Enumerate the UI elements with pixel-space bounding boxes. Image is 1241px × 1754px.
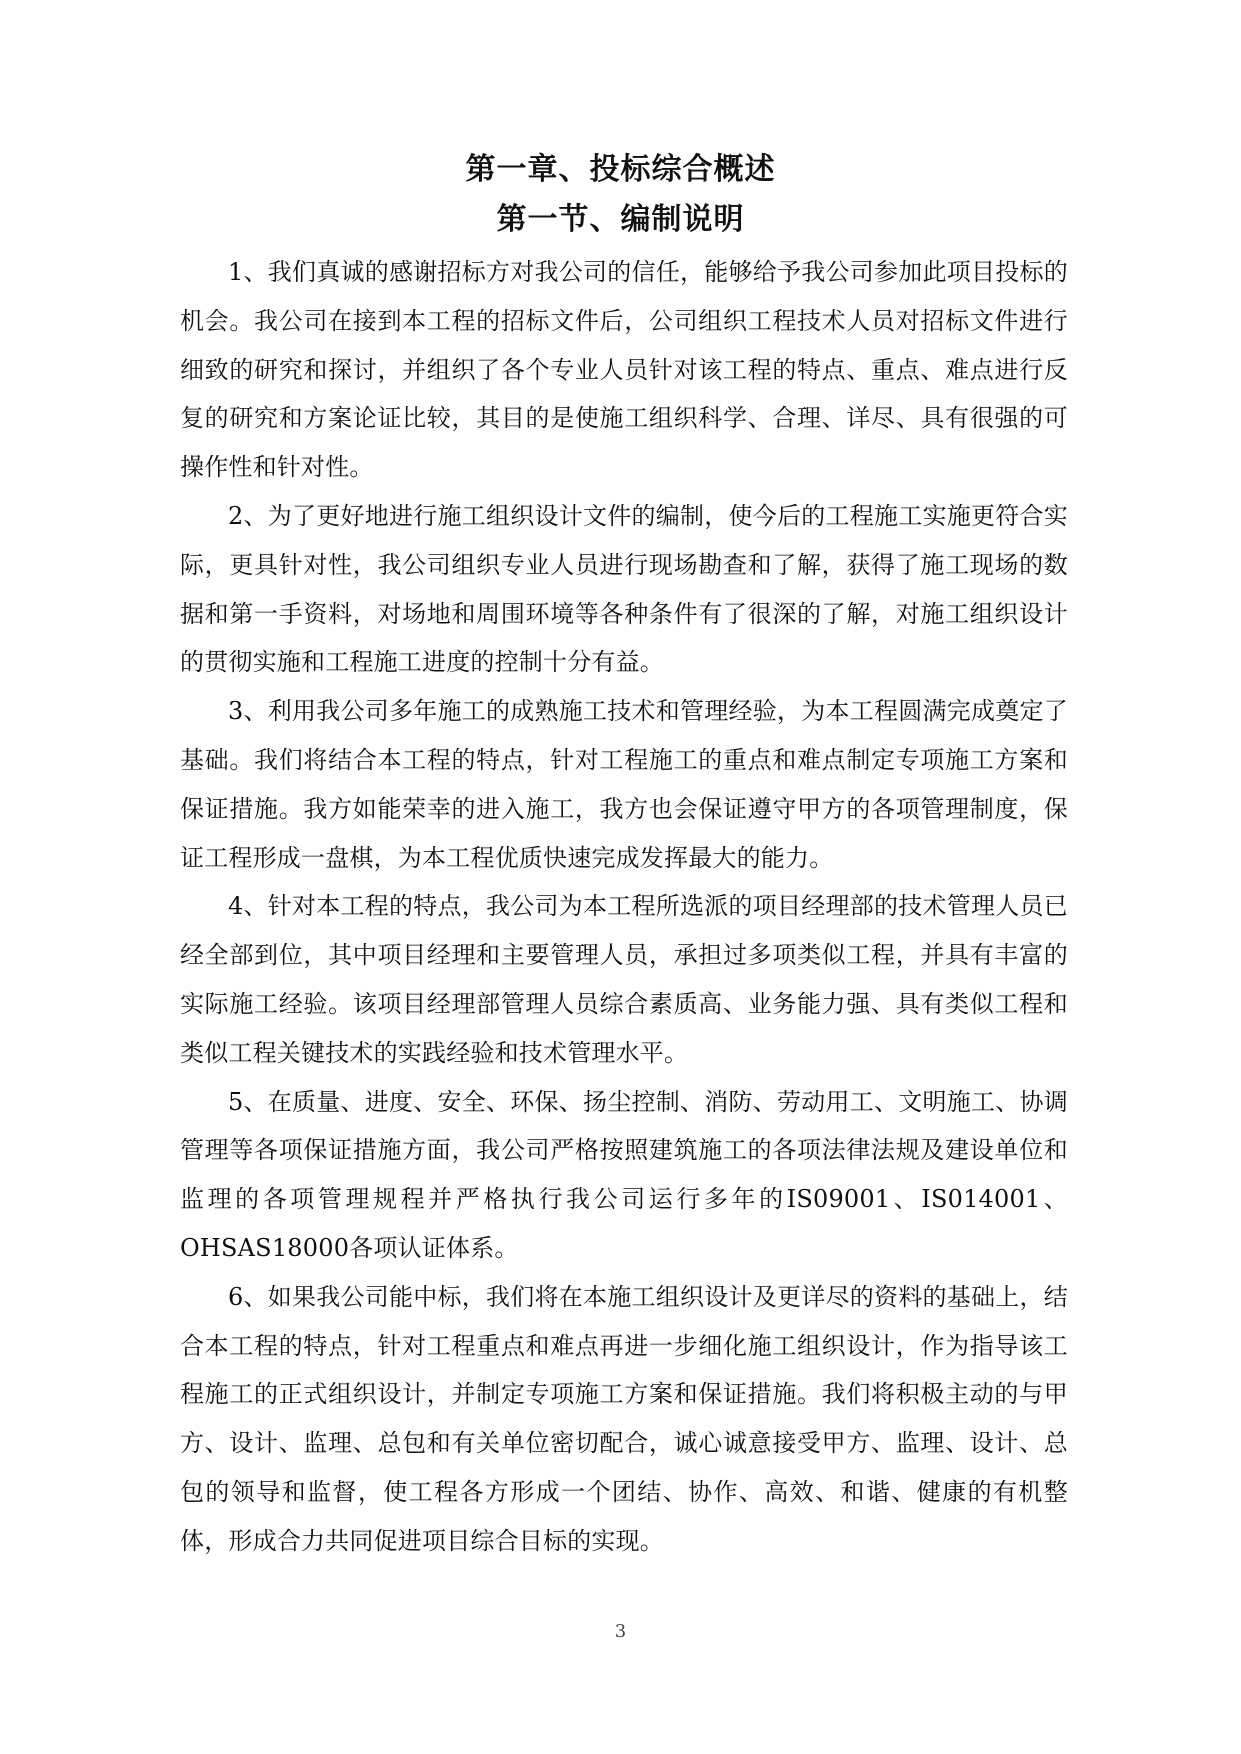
page-number: 3 xyxy=(614,1621,627,1642)
paragraph-1: 1、我们真诚的感谢招标方对我公司的信任，能够给予我公司参加此项目投标的机会。我公司在接到本工程的招标文件后，公司组织工程技术人员对招标文件进行细致的研究和探讨，并组织了各个专业人员针对该工程的特点、重点、难点进行反复的研究和方案论证比较，其目的是使施工组织科学、合理、详尽、具有很强的可操作性和针对性。 xyxy=(180,258,1068,482)
paragraph-5: 5、在质量、进度、安全、环保、扬尘控制、消防、劳动用工、文明施工、协调管理等各项保证措施方面，我公司严格按照建筑施工的各项法律法规及建设单位和监理的各项管理规程并严格执行我公司运行多年的IS09001、IS014001、OHSAS18000各项认证体系。 xyxy=(180,1087,1068,1262)
paragraph-2: 2、为了更好地进行施工组织设计文件的编制，使今后的工程施工实施更符合实际，更具针对性，我公司组织专业人员进行现场勘查和了解，获得了施工现场的数据和第一手资料，对场地和周围环境等各种条件有了很深的了解，对施工组织设计的贯彻实施和工程施工进度的控制十分有益。 xyxy=(180,501,1068,677)
chapter-title: 第一章、投标综合概述 xyxy=(465,152,776,187)
paragraph-3: 3、利用我公司多年施工的成熟施工技术和管理经验，为本工程圆满完成奠定了基础。我们将结合本工程的特点，针对工程施工的重点和难点制定专项施工方案和保证措施。我方如能荣幸的进入施工，我方也会保证遵守甲方的各项管理制度，保证工程形成一盘棋，为本工程优质快速完成发挥最大的能力。 xyxy=(180,697,1068,872)
paragraph-4: 4、针对本工程的特点，我公司为本工程所选派的项目经理部的技术管理人员已经全部到位，其中项目经理和主要管理人员，承担过多项类似工程，并具有丰富的实际施工经验。该项目经理部管理人员综合素质高、业务能力强、具有类似工程和类似工程关键技术的实践经验和技术管理水平。 xyxy=(180,892,1068,1067)
body-text xyxy=(180,248,1068,1566)
section-title: 第一节、编制说明 xyxy=(496,202,745,237)
paragraph-6: 6、如果我公司能中标，我们将在本施工组织设计及更详尽的资料的基础上，结合本工程的特点，针对工程重点和难点再进一步细化施工组织设计，作为指导该工程施工的正式组织设计，并制定专项施工方案和保证措施。我们将积极主动的与甲方、设计、监理、总包和有关单位密切配合，诚心诚意接受甲方、监理、设计、总包的领导和监督，使工程各方形成一个团结、协作、高效、和谐、健康的有机整体，形成合力共同促进项目综合目标的实现。 xyxy=(180,1282,1068,1555)
